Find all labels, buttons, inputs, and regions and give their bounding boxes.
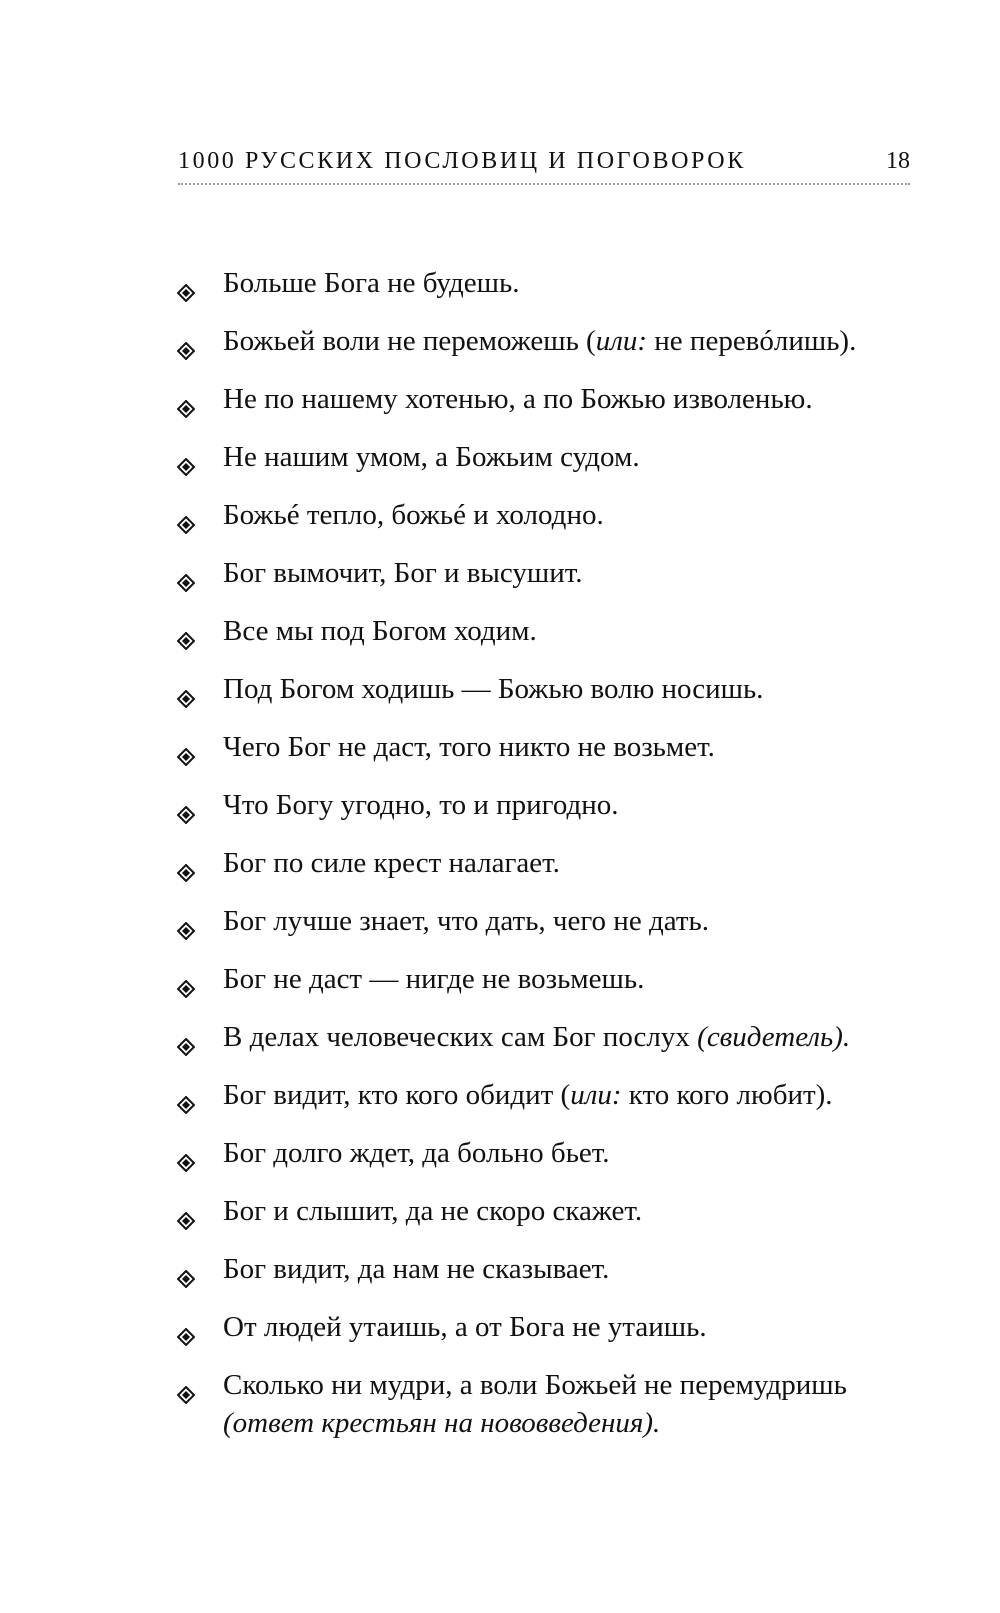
proverb-text [223,557,583,589]
diamond-bullet-icon [177,680,195,698]
proverb-item [175,1308,935,1346]
proverb-text [223,1195,642,1227]
book-title: 1000 РУССКИХ ПОСЛОВИЦ И ПОГОВОРОК [178,148,746,174]
proverb-text [223,789,619,821]
diamond-bullet-icon [177,448,195,466]
proverb-text [223,383,813,415]
proverb-item [175,1192,935,1230]
proverb-text [223,847,560,879]
proverb-text [223,615,537,647]
proverb-main-text: Бог лучше знает, что дать, чего не дать. [223,905,709,937]
proverb-main-text: Больше Бога не будешь. [223,267,520,299]
proverb-main-text: Не нашим умом, а Божьим судом. [223,441,640,473]
proverb-main-text: Под Богом ходишь — Божью волю носишь. [223,673,764,705]
proverb-main-text: Бог по силе крест налагает. [223,847,560,879]
proverb-text [223,1369,847,1439]
proverb-main-text: Бог не даст — нигде не возьмешь. [223,963,645,995]
proverb-text [223,1253,609,1285]
diamond-bullet-icon [177,1028,195,1046]
proverb-item [175,670,935,708]
proverb-item [175,554,935,592]
proverb-main-text: В делах человеческих сам Бог послух [223,1021,698,1053]
diamond-bullet-icon [177,970,195,988]
diamond-bullet-icon [177,912,195,930]
diamond-bullet-icon [177,390,195,408]
proverb-main-text: Сколько ни мудри, а воли Божьей не перемудришь [223,1369,847,1401]
proverb-text [223,441,640,473]
proverb-item [175,786,935,824]
proverb-list [175,264,935,1462]
proverb-main-text: Божьей воли не переможешь ( [223,325,596,357]
proverb-note: или: [595,325,648,357]
proverb-tail-text: не перевóлишь). [647,325,857,357]
diamond-bullet-icon [177,1144,195,1162]
diamond-bullet-icon [177,796,195,814]
proverb-item [175,960,935,998]
proverb-main-text: Бог и слышит, да не скоро скажет. [223,1195,643,1227]
diamond-bullet-icon [177,1318,195,1336]
proverb-item [175,1250,935,1288]
diamond-bullet-icon [177,506,195,524]
proverb-item [175,1134,935,1172]
proverb-text [223,1021,850,1053]
proverb-item [175,438,935,476]
proverb-item [175,496,935,534]
diamond-bullet-icon [177,1202,195,1220]
proverb-text [223,499,604,531]
diamond-bullet-icon [177,564,195,582]
proverb-main-text: Не по нашему хотенью, а по Божью изволенью. [223,383,813,415]
proverb-text [223,1137,610,1169]
proverb-item [175,728,935,766]
proverb-main-text: Чего Бог не даст, того никто не возьмет. [223,731,715,763]
diamond-bullet-icon [177,854,195,872]
proverb-text [223,267,520,299]
proverb-main-text: Бог видит, да нам не сказывает. [223,1253,610,1285]
diamond-bullet-icon [177,1086,195,1104]
diamond-bullet-icon [177,622,195,640]
proverb-item [175,322,935,360]
proverb-note: (свидетель). [697,1021,851,1053]
proverb-main-text: Божьé тепло, божьé и холодно. [223,499,604,531]
proverb-text [223,963,644,995]
proverb-tail-text: кто кого любит). [621,1079,833,1111]
running-header [178,146,910,186]
proverb-note: или: [570,1079,622,1111]
diamond-bullet-icon [177,1376,195,1394]
diamond-bullet-icon [177,1260,195,1278]
proverb-main-text: Все мы под Богом ходим. [223,615,537,647]
proverb-text [223,1079,833,1111]
proverb-main-text: Что Богу угодно, то и пригодно. [223,789,619,821]
proverb-main-text: Бог вымочит, Бог и высушит. [223,557,583,589]
diamond-bullet-icon [177,738,195,756]
proverb-main-text: Бог видит, кто кого обидит ( [223,1079,571,1111]
proverb-item [175,1018,935,1056]
diamond-bullet-icon [177,332,195,350]
proverb-item [175,264,935,302]
proverb-text [223,905,709,937]
proverb-item [175,612,935,650]
proverb-item [175,1076,935,1114]
proverb-text [223,673,763,705]
header-divider [178,183,910,185]
proverb-note: (ответ крестьян на нововведения). [223,1407,661,1439]
proverb-main-text: От людей утаишь, а от Бога не утаишь. [223,1311,707,1343]
proverb-item [175,902,935,940]
page-number: 18 [886,148,910,174]
diamond-bullet-icon [177,274,195,292]
proverb-main-text: Бог долго ждет, да больно бьет. [223,1137,610,1169]
proverb-item [175,844,935,882]
proverb-text [223,325,856,357]
proverb-text [223,1311,707,1343]
proverb-item [175,1366,935,1442]
proverb-item [175,380,935,418]
proverb-text [223,731,715,763]
